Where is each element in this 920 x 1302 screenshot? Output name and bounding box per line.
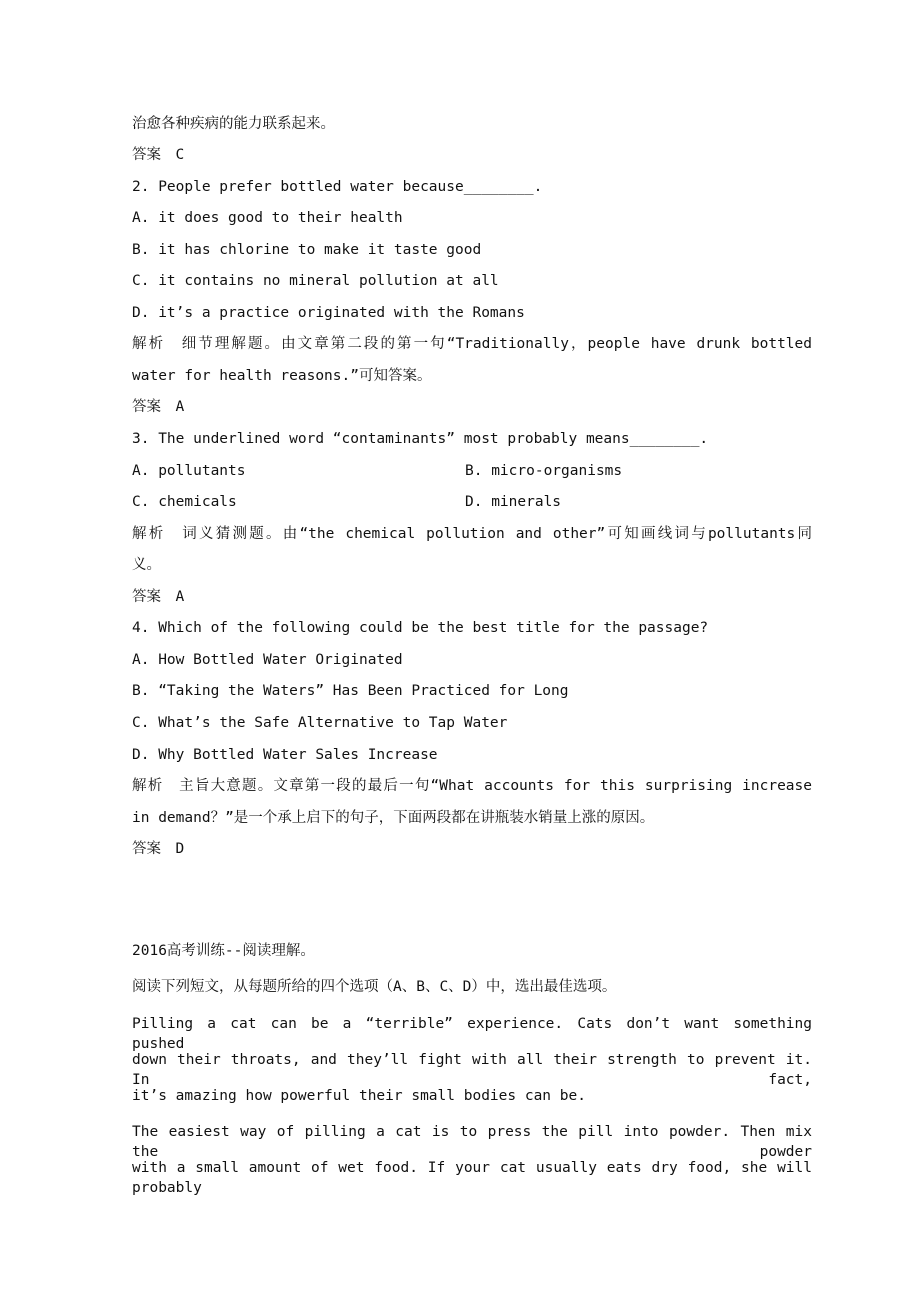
q2-answer: 答案 A bbox=[132, 399, 185, 415]
q4-stem: 4. Which of the following could be the best title for the passage? bbox=[132, 620, 709, 636]
q3-analysis-line1: 解析 词义猜测题。由“the chemical pollution and other”可知画线词与pollutants同 bbox=[132, 526, 812, 542]
q4-option-d: D. Why Bottled Water Sales Increase bbox=[132, 747, 438, 763]
passage-line-5: with a small amount of wet food. If your cat usually eats dry food, she will probably bbox=[132, 1160, 812, 1196]
q4-analysis-line2: in demand？”是一个承上启下的句子，下面两段都在讲瓶装水销量上涨的原因。 bbox=[132, 810, 655, 826]
q3-option-c: C. chemicals bbox=[132, 494, 237, 510]
q2-stem: 2. People prefer bottled water because________. bbox=[132, 179, 543, 195]
passage-line-4: The easiest way of pilling a cat is to press the pill into powder. Then mix the powder bbox=[132, 1124, 812, 1160]
q3-analysis-line2: 义。 bbox=[132, 557, 161, 573]
section-heading: 2016高考训练--阅读理解。 bbox=[132, 943, 315, 959]
q1-analysis-tail: 治愈各种疾病的能力联系起来。 bbox=[132, 116, 335, 132]
passage-line-1: Pilling a cat can be a “terrible” experience. Cats don’t want something pushed bbox=[132, 1016, 812, 1052]
q3-answer: 答案 A bbox=[132, 589, 185, 605]
q2-option-c: C. it contains no mineral pollution at all bbox=[132, 273, 499, 289]
q4-option-c: C. What’s the Safe Alternative to Tap Water bbox=[132, 715, 508, 731]
q3-option-a: A. pollutants bbox=[132, 463, 246, 479]
q2-analysis-line1: 解析 细节理解题。由文章第二段的第一句“Traditionally，people have drunk bottled bbox=[132, 336, 812, 352]
section-instruction: 阅读下列短文，从每题所给的四个选项（A、B、C、D）中，选出最佳选项。 bbox=[132, 979, 617, 995]
q4-answer: 答案 D bbox=[132, 841, 185, 857]
q2-option-d: D. it’s a practice originated with the Romans bbox=[132, 305, 525, 321]
q3-option-d: D. minerals bbox=[465, 494, 562, 510]
q4-option-a: A. How Bottled Water Originated bbox=[132, 652, 403, 668]
q2-option-b: B. it has chlorine to make it taste good bbox=[132, 242, 482, 258]
q4-option-b: B. “Taking the Waters” Has Been Practiced for Long bbox=[132, 683, 569, 699]
q4-analysis-line1: 解析 主旨大意题。文章第一段的最后一句“What accounts for this surprising increase bbox=[132, 778, 812, 794]
q2-option-a: A. it does good to their health bbox=[132, 210, 403, 226]
q3-stem: 3. The underlined word “contaminants” most probably means________. bbox=[132, 431, 709, 447]
passage-line-3: it’s amazing how powerful their small bodies can be. bbox=[132, 1088, 586, 1104]
q3-option-b: B. micro-organisms bbox=[465, 463, 623, 479]
q1-answer: 答案 C bbox=[132, 147, 185, 163]
q2-analysis-line2: water for health reasons.”可知答案。 bbox=[132, 368, 432, 384]
passage-line-2: down their throats, and they’ll fight with all their strength to prevent it. In fact, bbox=[132, 1052, 812, 1088]
